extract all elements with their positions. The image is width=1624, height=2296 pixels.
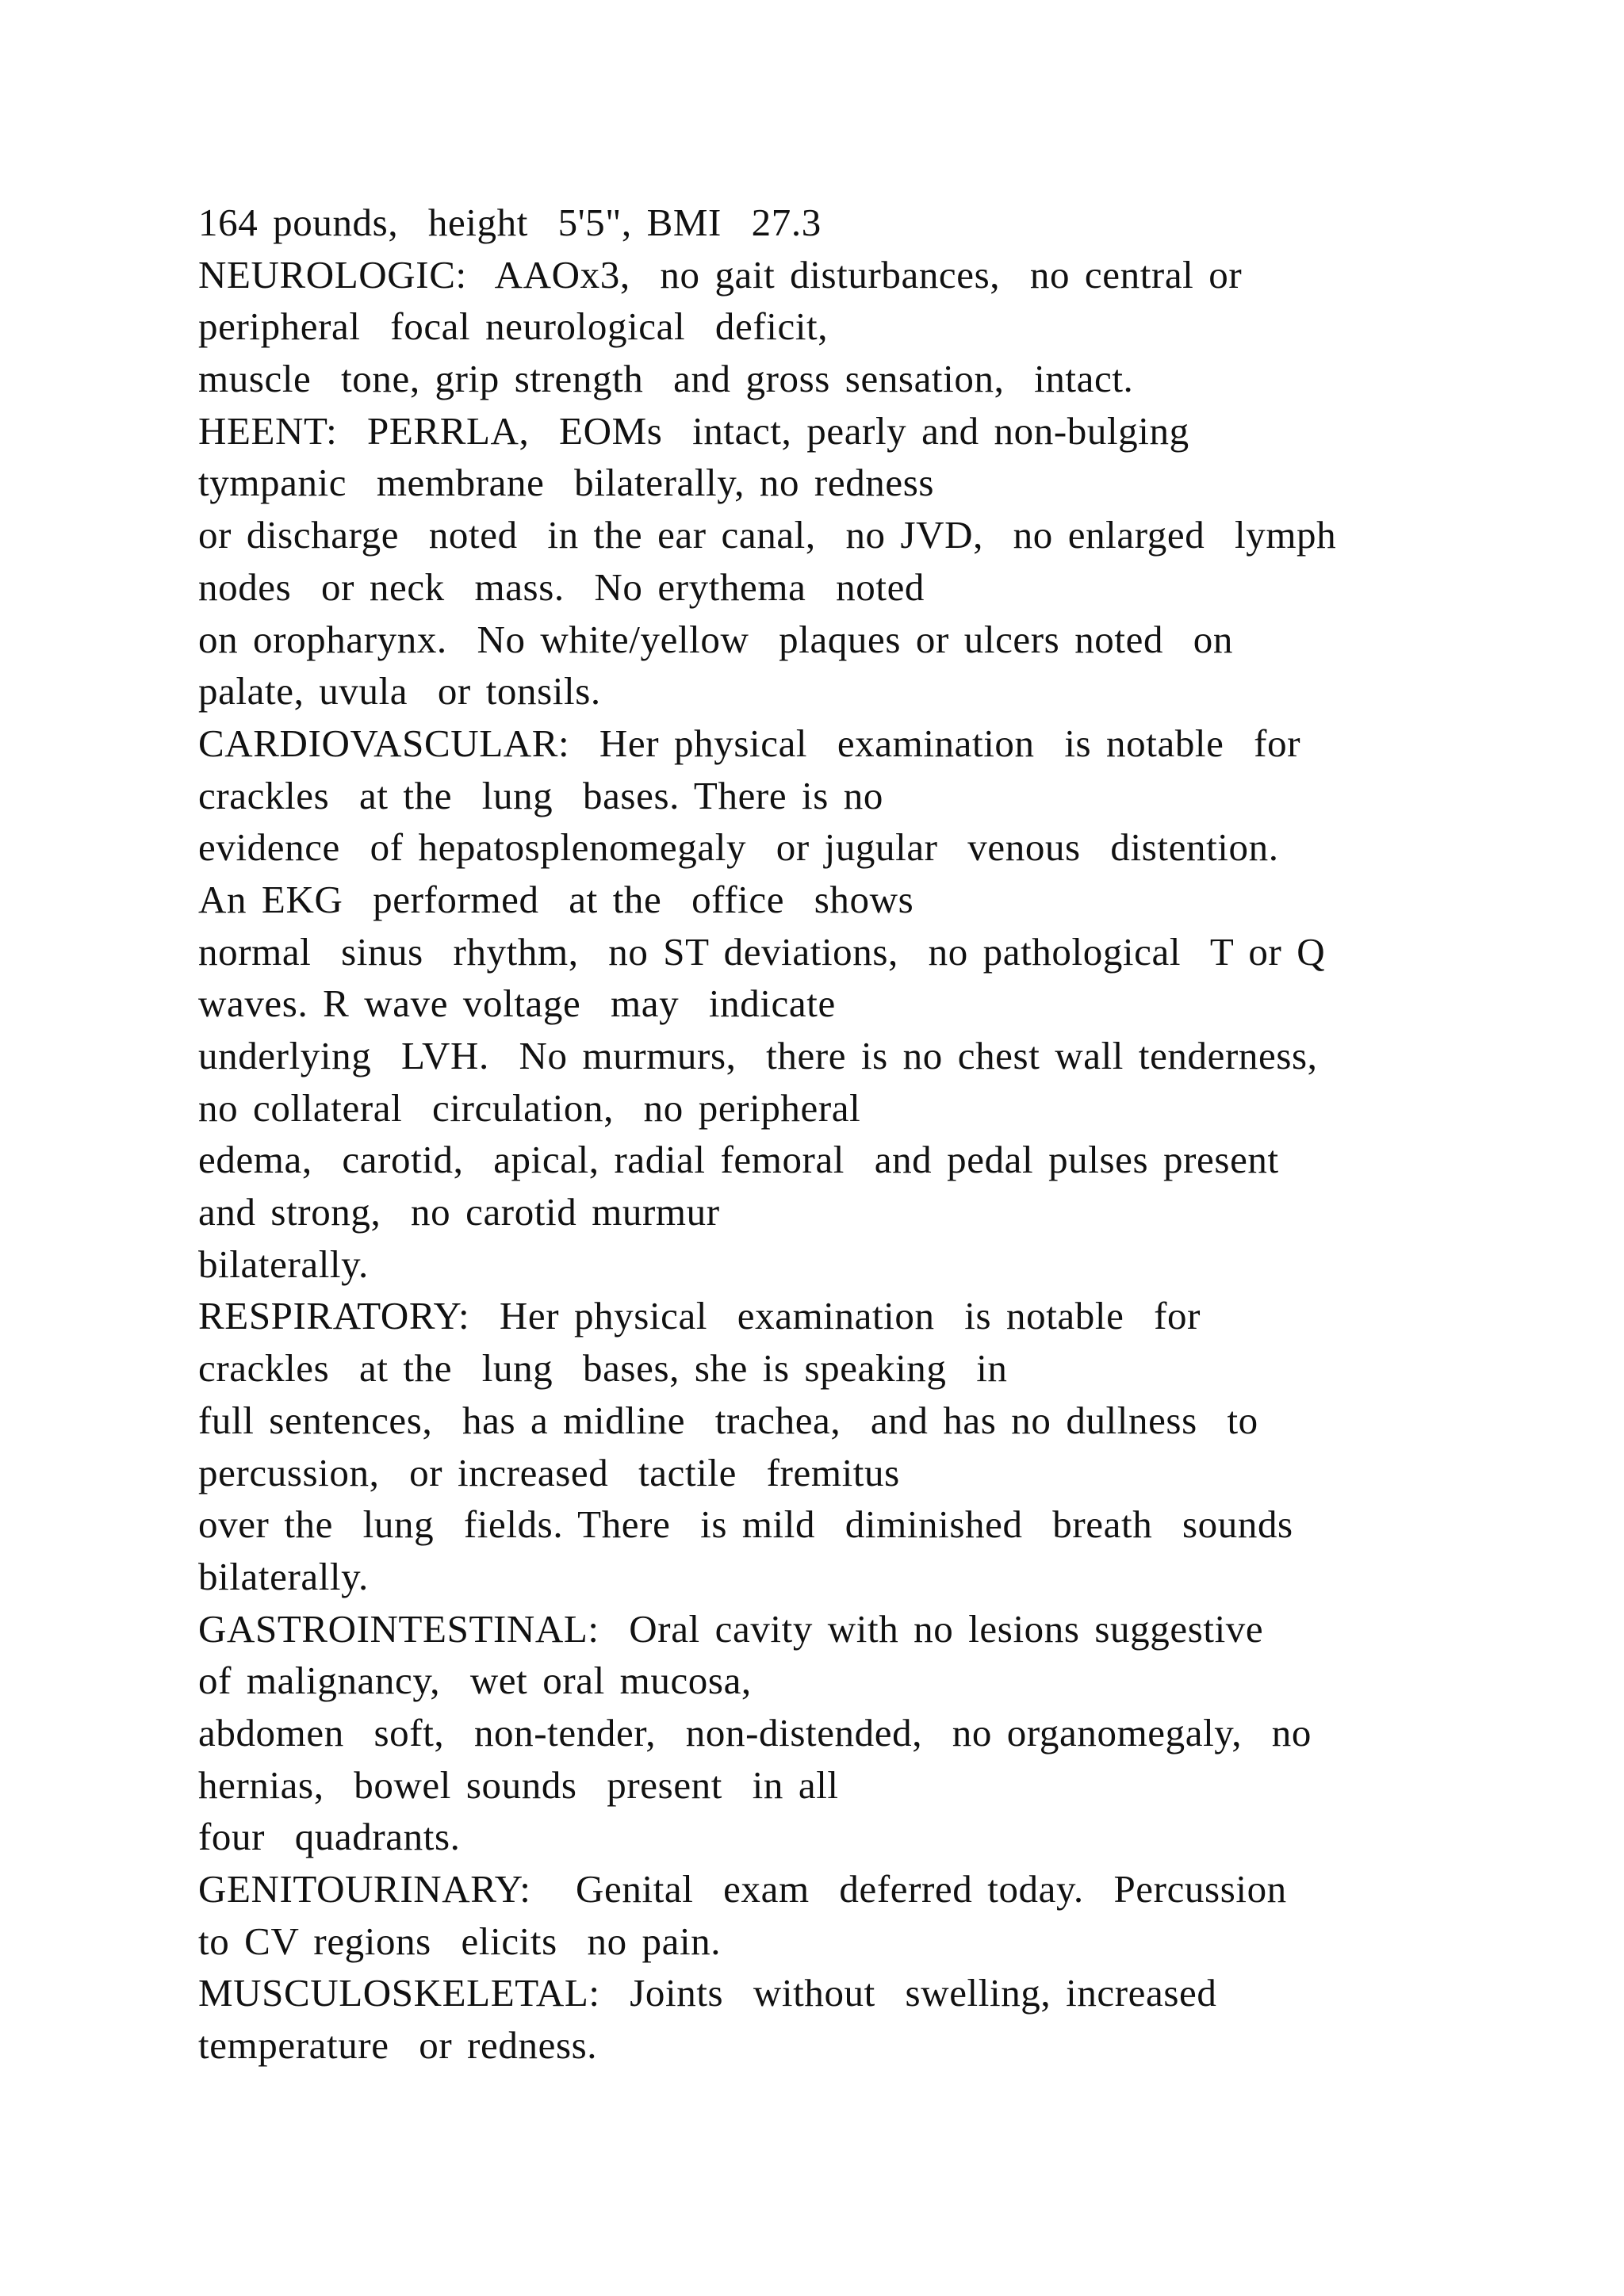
exam-notes-text bbox=[198, 197, 1594, 2072]
heent-line-4: nodes or neck mass. No erythema noted bbox=[198, 564, 925, 609]
musculoskeletal-line-2: temperature or redness. bbox=[198, 2023, 598, 2068]
heent-line-2: tympanic membrane bilaterally, no redness bbox=[198, 461, 935, 505]
neurologic-line-2: peripheral focal neurological deficit, bbox=[198, 304, 829, 349]
gastrointestinal-line-3: abdomen soft, non-tender, non-distended, no organomegaly, no bbox=[198, 1710, 1312, 1755]
neurologic-line-3: muscle tone, grip strength and gross sensation, intact. bbox=[198, 357, 1134, 401]
cardiovascular-line-11: bilaterally. bbox=[198, 1242, 369, 1286]
heent-line-5: on oropharynx. No white/yellow plaques or ulcers noted on bbox=[198, 617, 1233, 661]
cardiovascular-line-5: normal sinus rhythm, no ST deviations, no pathological T or Q bbox=[198, 929, 1326, 974]
genitourinary-line-2: to CV regions elicits no pain. bbox=[198, 1919, 722, 1963]
genitourinary-line-1: GENITOURINARY: Genital exam deferred today. Percussion bbox=[198, 1867, 1287, 1911]
cardiovascular-line-7: underlying LVH. No murmurs, there is no chest wall tenderness, bbox=[198, 1034, 1318, 1077]
heent-line-1: HEENT: PERRLA, EOMs intact, pearly and non-bulging bbox=[198, 408, 1189, 453]
neurologic-line-1: NEUROLOGIC: AAOx3, no gait disturbances, no central or bbox=[198, 252, 1243, 297]
gastrointestinal-line-5: four quadrants. bbox=[198, 1815, 461, 1859]
cardiovascular-line-10: and strong, no carotid murmur bbox=[198, 1190, 720, 1234]
respiratory-line-3: full sentences, has a midline trachea, and has no dullness to bbox=[198, 1398, 1258, 1442]
gastrointestinal-line-2: of malignancy, wet oral mucosa, bbox=[198, 1659, 752, 1703]
cardiovascular-line-6: waves. R wave voltage may indicate bbox=[198, 982, 836, 1026]
respiratory-line-5: over the lung fields. There is mild diminished breath sounds bbox=[198, 1502, 1293, 1547]
cardiovascular-line-4: An EKG performed at the office shows bbox=[198, 877, 914, 921]
weight-height-line: 164 pounds, height 5'5", BMI 27.3 bbox=[198, 201, 822, 244]
cardiovascular-line-1: CARDIOVASCULAR: Her physical examination is notable for bbox=[198, 721, 1301, 765]
gastrointestinal-line-1: GASTROINTESTINAL: Oral cavity with no lesions suggestive bbox=[198, 1606, 1264, 1651]
respiratory-line-2: crackles at the lung bases, she is speaking in bbox=[198, 1346, 1008, 1391]
heent-line-6: palate, uvula or tonsils. bbox=[198, 669, 601, 714]
respiratory-line-1: RESPIRATORY: Her physical examination is notable for bbox=[198, 1294, 1201, 1338]
respiratory-line-4: percussion, or increased tactile fremitus bbox=[198, 1450, 900, 1494]
cardiovascular-line-9: edema, carotid, apical, radial femoral and pedal pulses present bbox=[198, 1138, 1279, 1182]
cardiovascular-line-2: crackles at the lung bases. There is no bbox=[198, 773, 883, 817]
cardiovascular-line-3: evidence of hepatosplenomegaly or jugular venous distention. bbox=[198, 825, 1279, 870]
musculoskeletal-line-1: MUSCULOSKELETAL: Joints without swelling, increased bbox=[198, 1971, 1217, 2015]
cardiovascular-line-8: no collateral circulation, no peripheral bbox=[198, 1085, 861, 1130]
respiratory-line-6: bilaterally. bbox=[198, 1554, 369, 1598]
gastrointestinal-line-4: hernias, bowel sounds present in all bbox=[198, 1762, 839, 1807]
heent-line-3: or discharge noted in the ear canal, no JVD, no enlarged lymph bbox=[198, 513, 1337, 557]
